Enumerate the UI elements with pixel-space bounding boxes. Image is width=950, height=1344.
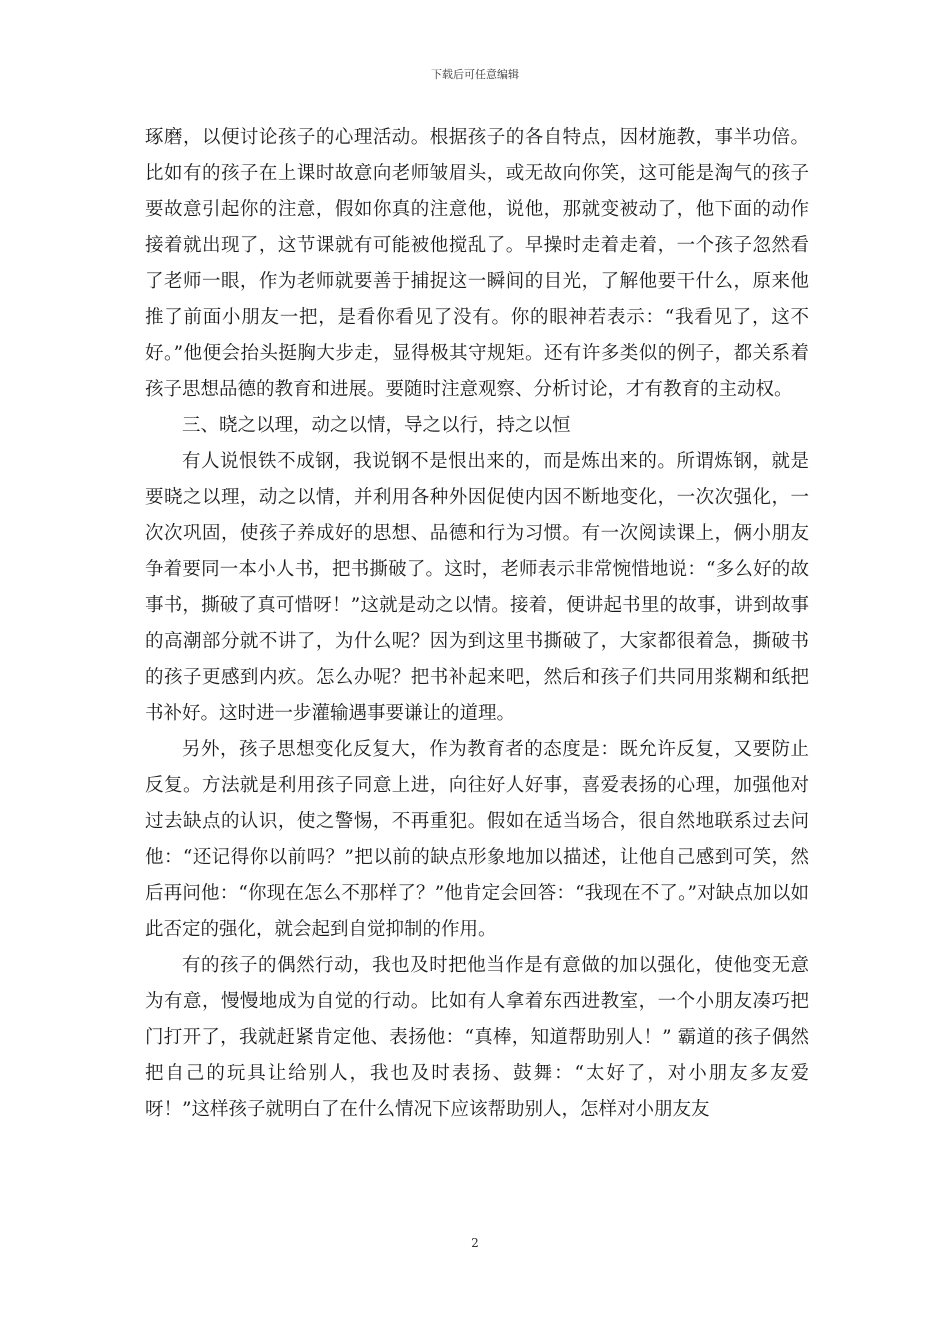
paragraph-3: 有人说恨铁不成钢，我说钢不是恨出来的，而是炼出来的。所谓炼钢，就是要晓之以理，动之以情，并利用各种外因促使内因不断地变化，一次次强化，一次次巩固，使孩子养成好的思想、品德和行为习惯。有一次阅读课上，俩小朋友争着要同一本小人书，把书撕破了。这时，老师表示非常惋惜地说：“多么好的故事书，撕破了真可惜呀！”这就是动之以情。接着，便讲起书里的故事，讲到故事的高潮部分就不讲了，为什么呢？因为到这里书撕破了，大家都很着急，撕破书的孩子更感到内疚。怎么办呢？把书补起来吧，然后和孩子们共同用浆糊和纸把书补好。这时进一步灌输遇事要谦让的道理。: [145, 451, 809, 724]
document-body: [145, 120, 809, 1128]
paragraph-1: 琢磨，以便讨论孩子的心理活动。根据孩子的各自特点，因材施教，事半功倍。比如有的孩子在上课时故意向老师皱眉头，或无故向你笑，这可能是淘气的孩子要故意引起你的注意，假如你真的注意他，说他，那就变被动了，他下面的动作接着就出现了，这节课就有可能被他搅乱了。早操时走着走着，一个孩子忽然看了老师一眼，作为老师就要善于捕捉这一瞬间的目光，了解他要干什么，原来他推了前面小朋友一把，是看你看见了没有。你的眼神若表示：“我看见了，这不好。”他便会抬头挺胸大步走，显得极其守规矩。还有许多类似的例子，都关系着孩子思想品德的教育和进展。要随时注意观察、分析讨论，才有教育的主动权。: [145, 127, 809, 400]
paragraph-4: 另外，孩子思想变化反复大，作为教育者的态度是：既允许反复，又要防止反复。方法就是利用孩子同意上进，向往好人好事，喜爱表扬的心理，加强他对过去缺点的认识，使之警惕，不再重犯。假如在适当场合，很自然地联系过去问他：“还记得你以前吗？”把以前的缺点形象地加以描述，让他自己感到可笑，然后再问他：“你现在怎么不那样了？”他肯定会回答：“我现在不了。”对缺点加以如此否定的强化，就会起到自觉抑制的作用。: [145, 739, 809, 940]
page-number: 2: [471, 1236, 479, 1250]
paragraph-5: 有的孩子的偶然行动，我也及时把他当作是有意做的加以强化，使他变无意为有意，慢慢地成为自觉的行动。比如有人拿着东西进教室，一个小朋友凑巧把门打开了，我就赶紧肯定他、表扬他：“真棒，知道帮助别人！” 霸道的孩子偶然把自己的玩具让给别人，我也及时表扬、鼓舞：“太好了，对小朋友多友爱呀！”这样孩子就明白了在什么情况下应该帮助别人，怎样对小朋友友: [145, 955, 809, 1120]
section-heading: 三、晓之以理，动之以情，导之以行，持之以恒: [182, 415, 571, 436]
page-header: 下载后可任意编辑: [431, 68, 519, 81]
